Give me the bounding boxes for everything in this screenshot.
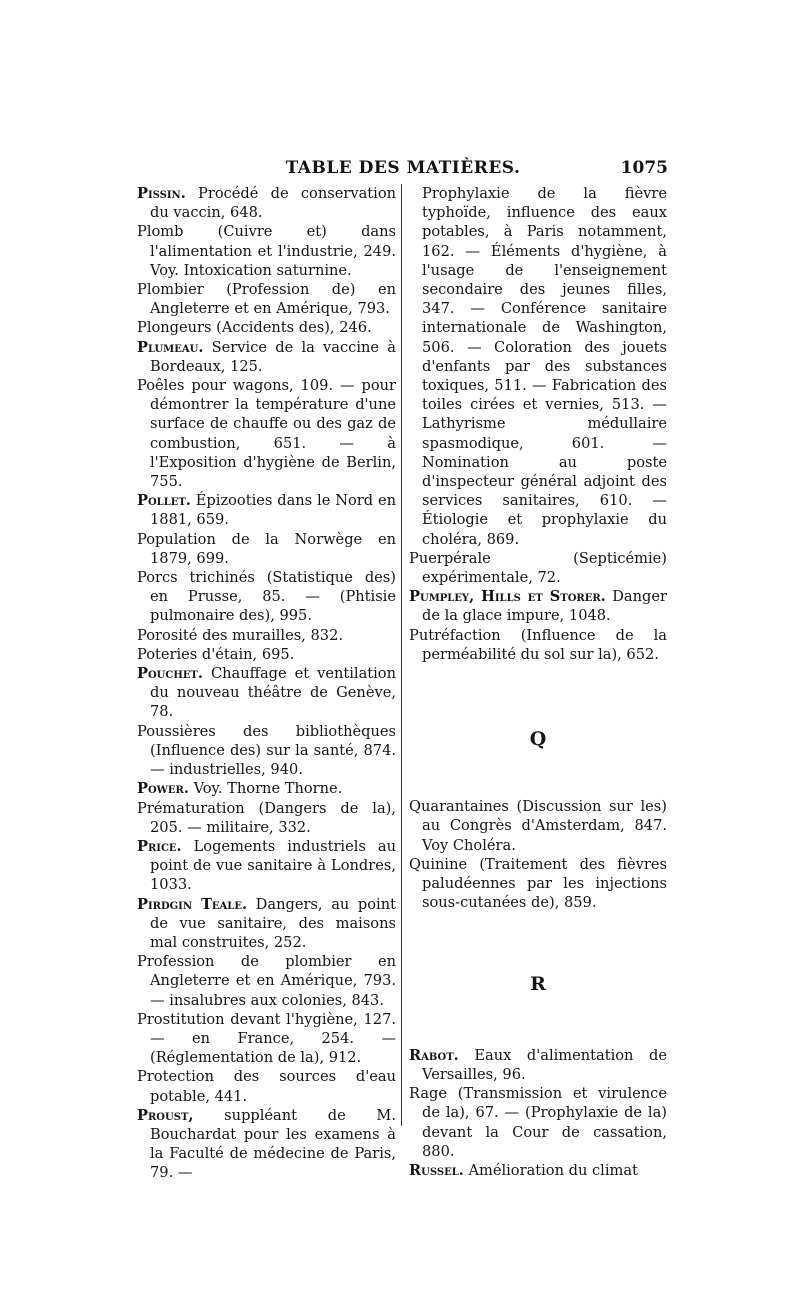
index-entry: Plongeurs (Accidents des), 246. [137,319,372,337]
running-title: TABLE DES MATIÈRES. [285,158,521,178]
index-entry: Porosité des murailles, 832. [137,626,343,644]
index-entry: Poteries d'étain, 695. [137,645,295,663]
page-number: 1075 [620,158,668,178]
index-entry: Plomb (Cuivre et) dans l'alimentation et l'industrie, 249. Voy. Intoxication saturnine. [137,223,396,279]
column-divider [401,184,402,1126]
index-entry: Pirdgin Teale. Dangers, au point de vue sanitaire, des maisons mal construites, 252. [137,895,396,951]
index-entry: Poussières des bibliothèques (Influence des) sur la santé, 874. — industrielles, 940. [137,722,396,779]
index-entry: Porcs trichinés (Statistique des) en Prusse, 85. — (Phtisie pulmonaire des), 995. [137,569,396,625]
index-entry: Puerpérale (Septicémie) expérimentale, 72. [409,549,667,587]
index-entry: Rage (Transmission et virulence de la), 67. — (Prophylaxie de la) devant la Cour de cassation, 880. [409,1085,667,1160]
index-entry: Quarantaines (Discussion sur les) au Congrès d'Amsterdam, 847. Voy Choléra. [409,798,667,854]
index-entry: Pollet. Épizooties dans le Nord en 1881, 659. [137,492,396,529]
index-entry: Power. Voy. Thorne Thorne. [137,780,343,798]
index-entry: Plumeau. Service de la vaccine à Bordeaux, 125. [137,338,396,375]
index-entry: Putréfaction (Influence de la perméabilité du sol sur la), 652. [409,626,667,663]
index-entry: Rabot. Eaux d'alimentation de Versailles, 96. [409,1046,667,1083]
index-entry: Population de la Norwège en 1879, 699. [137,530,396,567]
index-entry: Russel. Amélioration du climat [409,1161,638,1179]
page-header [138,158,668,182]
left-column [137,184,396,1183]
index-entry: Pissin. Procédé de conservation du vaccin, 648. [137,185,396,222]
index-entry: Profession de plombier en Angleterre et en Amérique, 793. — insalubres aux colonies, 843. [137,953,396,1009]
index-entry: Pouchet. Chauffage et ventilation du nouveau théâtre de Genève, 78. [137,665,396,721]
right-column [409,184,667,1180]
section-letter-q: Q [529,728,547,751]
index-entry: Protection des sources d'eau potable, 441. [137,1068,396,1105]
section-letter-r: R [530,972,546,995]
index-entry: Price. Logements industriels au point de vue sanitaire à Londres, 1033. [137,837,396,894]
continued-entry: Prophylaxie de la fièvre typhoïde, influence des eaux potables, à Paris notamment, 162. — Éléments d'hygiène, à l'usage de l'enseignement secondaire des jeunes filles, 347. — Conférence sanitaire internationale de Washington, 506. — Coloration des jouets d'enfants par des substances toxiques, 511. — Fabrication des toiles cirées et vernies, 513. — Lathyrisme médullaire spasmodique, 601. — Nomination au poste d'inspecteur général adjoint des services sanitaires, 610. — Étiologie et prophylaxie du choléra, 869. [422,185,667,548]
index-entry: Poêles pour wagons, 109. — pour démontrer la température d'une surface de chauffe ou des gaz de combustion, 651. — à l'Exposition d'hygiène de Berlin, 755. [137,377,396,491]
index-entry: Prématuration (Dangers de la), 205. — militaire, 332. [137,799,396,836]
index-entry: Proust, suppléant de M. Bouchardat pour les examens à la Faculté de médecine de Paris, 79. — [137,1106,396,1182]
index-entry: Prostitution devant l'hygiène, 127. — en France, 254. — (Réglementation de la), 912. [137,1010,396,1067]
index-entry: Quinine (Traitement des fièvres paludéennes par les injections sous-cutanées de), 859. [409,855,667,912]
index-entry: Plombier (Profession de) en Angleterre et en Amérique, 793. [137,281,396,318]
index-entry: Pumpley, Hills et Storer. Danger de la glace impure, 1048. [409,588,667,625]
